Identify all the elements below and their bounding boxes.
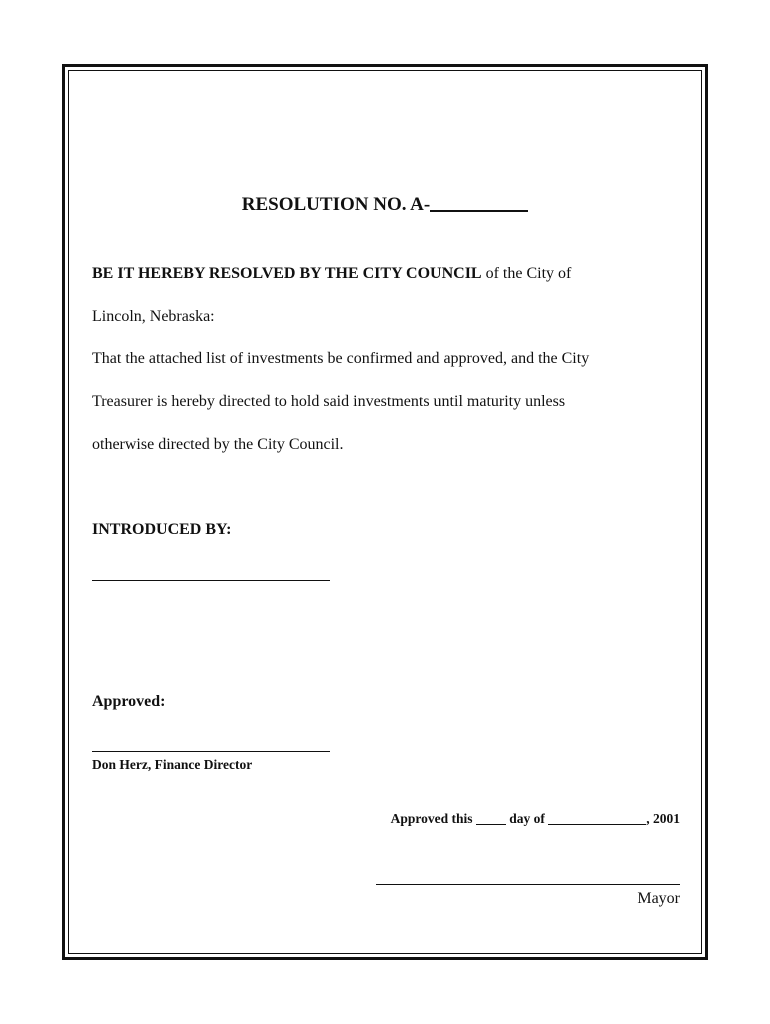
mayor-signature-line <box>376 884 680 885</box>
year-text: , 2001 <box>646 811 680 826</box>
resolved-bold-text: BE IT HEREBY RESOLVED BY THE CITY COUNCIL <box>92 265 482 282</box>
approved-label: Approved: <box>92 693 166 710</box>
mayor-label: Mayor <box>637 890 680 907</box>
introduced-by-label: INTRODUCED BY: <box>92 521 232 538</box>
month-blank <box>548 811 646 825</box>
day-of-text: day of <box>505 811 549 826</box>
body-line-2: Lincoln, Nebraska: <box>92 308 215 325</box>
body-line-3: That the attached list of investments be confirmed and approved, and the City <box>92 350 590 367</box>
resolved-rest-text: of the City of <box>481 265 572 282</box>
finance-director-name: Don Herz, Finance Director <box>92 757 253 772</box>
approved-this-text: Approved this <box>390 811 476 826</box>
body-line-4: Treasurer is hereby directed to hold said investments until maturity unless <box>92 393 566 410</box>
resolution-title-text: RESOLUTION NO. A- <box>241 194 431 215</box>
resolved-line <box>92 265 571 283</box>
resolution-title <box>0 192 770 216</box>
approval-date-line <box>391 811 680 827</box>
day-blank <box>476 811 506 825</box>
resolution-number-blank <box>430 192 528 212</box>
body-line-5: otherwise directed by the City Council. <box>92 436 344 453</box>
introduced-by-signature-line <box>92 580 330 581</box>
finance-director-signature-line <box>92 751 330 752</box>
